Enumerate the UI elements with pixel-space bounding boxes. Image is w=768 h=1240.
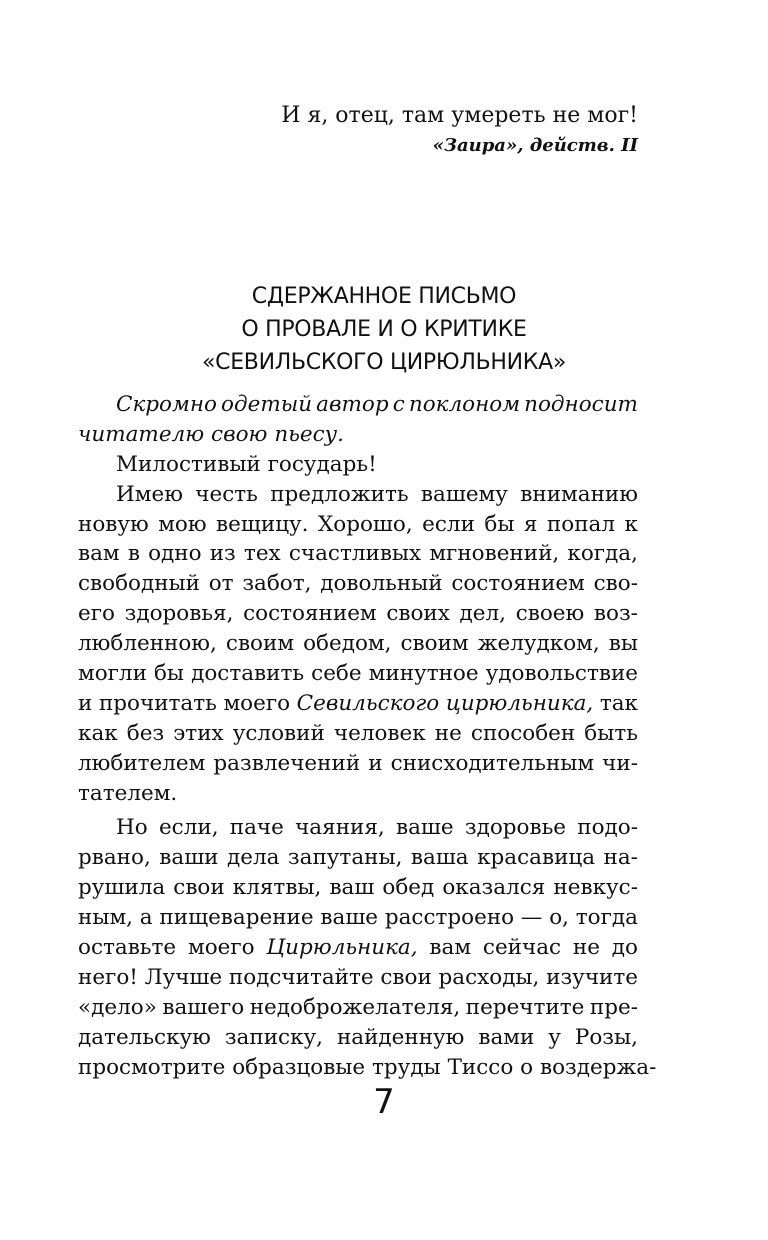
text-line: тателем. [78, 780, 178, 806]
heading-line-2: О ПРОВАЛЕ И О КРИТИКЕ [241, 317, 527, 342]
text-line: Имею честь предложить вашему вниманию [116, 481, 638, 507]
text-line: могли бы доставить себе минутное удовольствие [78, 661, 638, 687]
text-line: Милостивый государь! [116, 451, 377, 477]
text-line: любленною, своим обедом, своим желудком, вы [78, 631, 638, 657]
page-number: 7 [373, 1082, 395, 1122]
text-line: как без этих условий человек не способен быть [78, 720, 638, 746]
text-line: рушила свои клятвы, ваш обед оказался невкус- [78, 875, 638, 901]
text-line: ным, а пищеварение ваше расстроено — о, тогда [78, 905, 638, 931]
chapter-heading [0, 280, 768, 379]
text-line: просмотрите образцовые труды Тиссо о воздержа- [78, 1054, 657, 1080]
text-line: свободный от забот, довольный состоянием сво- [78, 571, 638, 597]
paragraph [78, 450, 638, 480]
body-text [78, 390, 657, 1082]
text-line: «дело» вашего недоброжелателя, перечтите пре- [78, 994, 638, 1020]
text-line: дательскую записку, найденную вами у Розы, [78, 1024, 638, 1050]
epigraph-line: И я, отец, там умереть не мог! [281, 103, 638, 128]
heading-line-1: СДЕРЖАННОЕ ПИСЬМО [251, 284, 517, 309]
text-line: любителем развлечений и снисходительным чи- [78, 750, 638, 776]
paragraph [78, 480, 638, 809]
text-line: него! Лучше подсчитайте свои расходы, изучите [78, 964, 638, 990]
text-line: Скромно одетый автор с поклоном подносит [116, 392, 638, 417]
epigraph-source: «Заира», действ. II [432, 135, 638, 156]
text-line: вам в одно из тех счастливых мгновений, когда, [78, 541, 638, 567]
text-line: читателю свою пьесу. [78, 421, 344, 447]
epigraph [281, 100, 638, 160]
text-line: оставьте моего Цирюльника, вам сейчас не до [78, 935, 638, 961]
text-line: новую мою вещицу. Хорошо, если бы я попал к [78, 511, 638, 537]
text-line: Но если, паче чаяния, ваше здоровье подо- [116, 815, 638, 841]
text-line: его здоровья, состоянием своих дел, своею воз- [78, 601, 638, 627]
paragraph [78, 390, 638, 450]
text-line: рвано, ваши дела запутаны, ваша красавица на- [78, 845, 638, 871]
text-line: и прочитать моего Севильского цирюльника, так [78, 690, 638, 716]
heading-line-3: «СЕВИЛЬСКОГО ЦИРЮЛЬНИКА» [201, 350, 567, 375]
paragraph [78, 813, 657, 1082]
